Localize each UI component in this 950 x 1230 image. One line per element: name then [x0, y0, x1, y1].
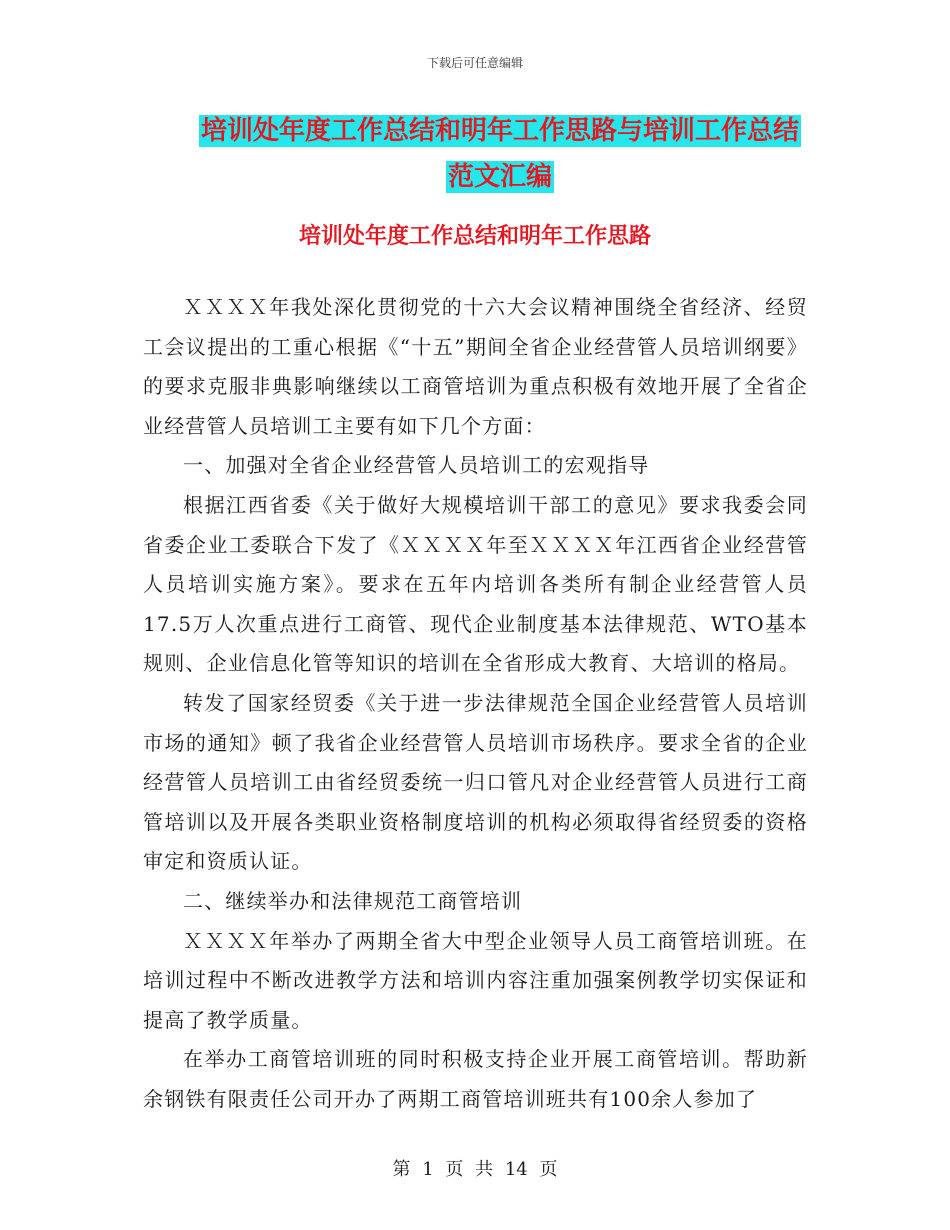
- document-title-line-2: 范文汇编: [447, 162, 552, 192]
- document-title-line-1: 培训处年度工作总结和明年工作思路与培训工作总结: [200, 116, 799, 146]
- paragraph-intro: ＸＸＸＸ年我处深化贯彻党的十六大会议精神围绕全省经济、经贸工会议提出的工重心根据《“十五”期间全省企业经营管人员培训纲要》的要求克服非典影响继续以工商管培训为重点积极有效地开展了全省企业经营管人员培训工主要有如下几个方面：: [143, 295, 808, 438]
- section-title: 培训处年度工作总结和明年工作思路: [298, 224, 651, 249]
- heading-1: 一、加强对全省企业经营管人员培训工的宏观指导: [183, 453, 650, 478]
- paragraph: 根据江西省委《关于做好大规模培训干部工的意见》要求我委会同省委企业工委联合下发了《ＸＸＸＸ年至ＸＸＸＸ年江西省企业经营管人员培训实施方案》。要求在五年内培训各类所有制企业经营管人员17.5万人次重点进行工商管、现代企业制度基本法律规范、WTO基本规则、企业信息化管等知识的培训在全省形成大教育、大培训的格局。: [143, 492, 808, 676]
- body-text: [143, 288, 808, 1119]
- document-title: [195, 108, 805, 200]
- page-footer: 第 1 页 共 14 页: [392, 1159, 558, 1180]
- paragraph: ＸＸＸＸ年举办了两期全省大中型企业领导人员工商管培训班。在培训过程中不断改进教学方法和培训内容注重加强案例教学切实保证和提高了教学质量。: [143, 928, 808, 1032]
- header-note: 下载后可任意编辑: [426, 56, 523, 70]
- paragraph: 转发了国家经贸委《关于进一步法律规范全国企业经营管人员培训市场的通知》顿了我省企业经营管人员培训市场秩序。要求全省的企业经营管人员培训工由省经贸委统一归口管凡对企业经营管人员进行工商管培训以及开展各类职业资格制度培训的机构必须取得省经贸委的资格审定和资质认证。: [143, 690, 808, 874]
- paragraph: 在举办工商管培训班的同时积极支持企业开展工商管培训。帮助新余钢铁有限责任公司开办了两期工商管培训班共有100余人参加了: [143, 1047, 808, 1111]
- heading-2: 二、继续举办和法律规范工商管培训: [183, 888, 523, 913]
